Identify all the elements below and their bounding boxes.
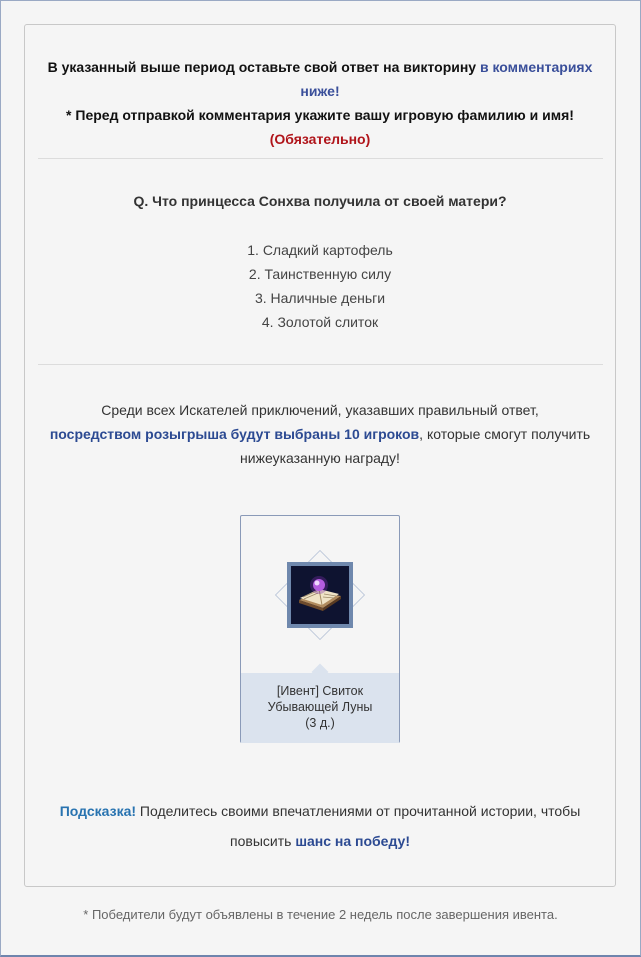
instructions-note: * Перед отправкой комментария укажите вашу игровую фамилию и имя! bbox=[66, 107, 574, 123]
divider bbox=[38, 158, 603, 159]
answer-list bbox=[25, 238, 615, 334]
comments-link[interactable]: в комментариях bbox=[479, 59, 593, 75]
hint-block bbox=[25, 796, 615, 856]
reward-name-line3: (3 д.) bbox=[305, 716, 335, 730]
answer-option: 4. Золотой слиток bbox=[261, 314, 379, 330]
answer-option: 3. Наличные деньги bbox=[254, 290, 386, 306]
reward-name-line2: Убывающей Луны bbox=[267, 700, 373, 714]
quiz-question: Q. Что принцесса Сонхва получила от своей матери? bbox=[133, 193, 507, 209]
magic-book-icon bbox=[287, 562, 353, 628]
hint-highlight: шанс на победу! bbox=[295, 833, 410, 849]
footer-note: * Победители будут объявлены в течение 2 недель после завершения ивента. bbox=[83, 907, 558, 922]
below-link[interactable]: ниже! bbox=[300, 83, 340, 99]
hint-text2: повысить bbox=[230, 833, 296, 849]
hint-label: Подсказка! bbox=[59, 803, 137, 819]
prize-info bbox=[25, 398, 615, 470]
hint-line2 bbox=[25, 826, 615, 856]
hint-text1: Поделитесь своими впечатлениями от прочитанной истории, чтобы bbox=[136, 803, 581, 819]
instructions-line1 bbox=[25, 55, 615, 79]
answer-option: 1. Сладкий картофель bbox=[247, 242, 393, 258]
prize-line3: нижеуказанную награду! bbox=[240, 450, 400, 466]
reward-card[interactable] bbox=[240, 515, 400, 743]
instructions-block bbox=[25, 55, 615, 151]
prize-highlight: посредством розыгрыша будут выбраны 10 игроков bbox=[49, 426, 420, 442]
required-label: (Обязательно) bbox=[269, 131, 371, 147]
prize-line1: Среди всех Искателей приключений, указавших правильный ответ, bbox=[101, 402, 539, 418]
reward-name-line1: [Ивент] Свиток bbox=[276, 684, 364, 698]
hint-line1 bbox=[25, 796, 615, 826]
prize-line2-rest: , которые смогут получить bbox=[419, 426, 591, 442]
instructions-text: В указанный выше период оставьте свой ответ на викторину bbox=[47, 59, 480, 75]
prize-line2 bbox=[25, 422, 615, 446]
divider bbox=[38, 364, 603, 365]
instructions-line2 bbox=[25, 79, 615, 103]
reward-icon-area bbox=[241, 516, 399, 673]
reward-name bbox=[241, 673, 399, 743]
event-card bbox=[24, 24, 616, 887]
answer-option: 2. Таинственную силу bbox=[248, 266, 392, 282]
